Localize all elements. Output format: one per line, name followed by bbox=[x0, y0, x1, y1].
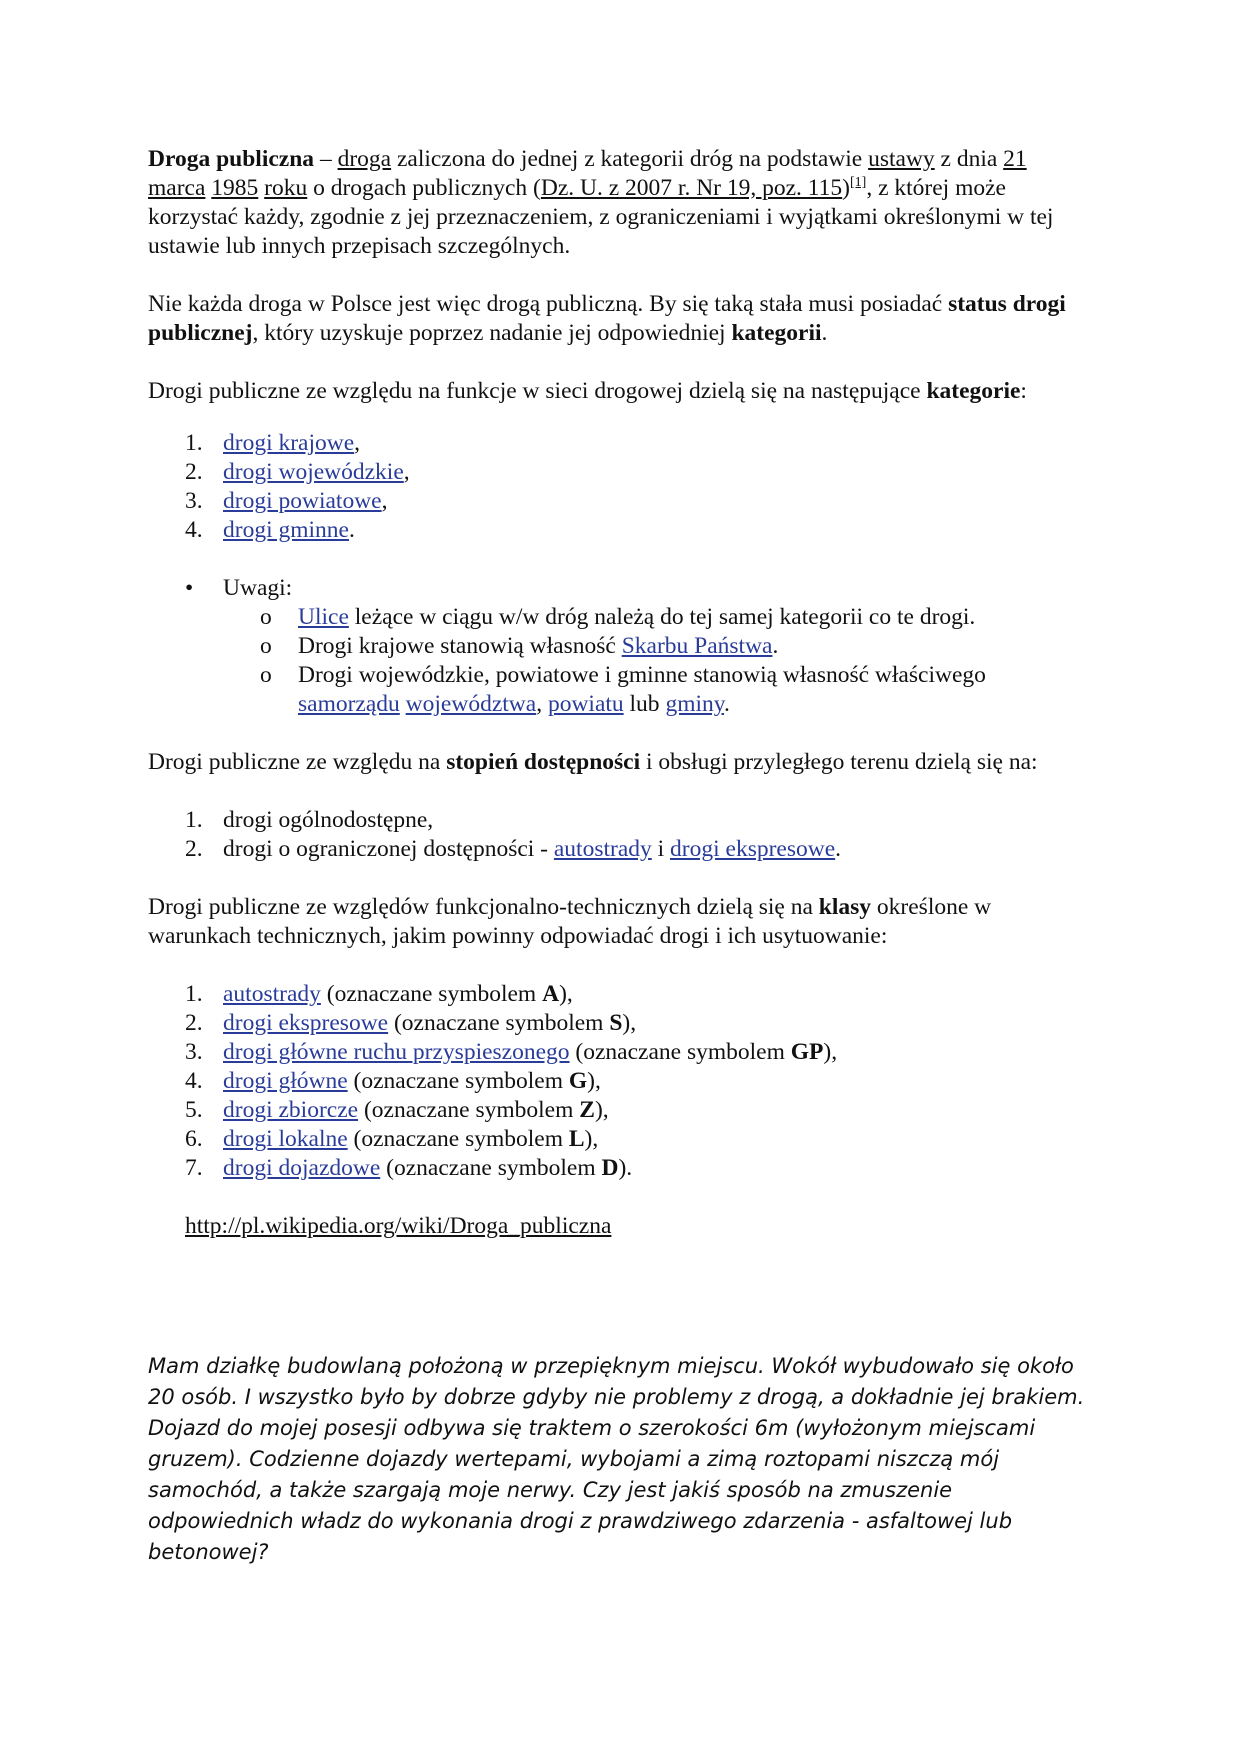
list-item: drogi wojewódzkie, bbox=[223, 459, 410, 485]
notes-list bbox=[148, 574, 1088, 719]
categories-list bbox=[148, 429, 1088, 545]
link-class-glowne-ruchu[interactable]: drogi główne ruchu przyspieszonego bbox=[223, 1039, 570, 1065]
link-class-dojazdowe[interactable]: drogi dojazdowe bbox=[223, 1155, 381, 1181]
notes-sublist bbox=[223, 603, 1088, 719]
list-item: o Ulice leżące w ciągu w/w dróg należą do tej samej kategorii co te drogi. bbox=[298, 603, 1088, 632]
list-item: drogi o ograniczonej dostępności - autostrady i drogi ekspresowe. bbox=[223, 836, 842, 862]
list-item: drogi dojazdowe (oznaczane symbolem D). bbox=[223, 1155, 633, 1181]
categories-paragraph: Drogi publiczne ze względu na funkcje w sieci drogowej dzielą się na następujące kategorie: bbox=[148, 378, 1027, 404]
link-drogi-krajowe[interactable]: drogi krajowe bbox=[223, 430, 355, 456]
link-skarbu-panstwa[interactable]: Skarbu Państwa bbox=[621, 633, 773, 659]
list-item: drogi główne (oznaczane symbolem G), bbox=[223, 1068, 601, 1094]
list-item: drogi ekspresowe (oznaczane symbolem S), bbox=[223, 1010, 637, 1036]
link-class-autostrady[interactable]: autostrady bbox=[223, 981, 321, 1007]
list-item: o Drogi krajowe stanowią własność Skarbu Państwa. bbox=[298, 632, 1088, 661]
list-item: drogi zbiorcze (oznaczane symbolem Z), bbox=[223, 1097, 609, 1123]
list-item: drogi ogólnodostępne, bbox=[223, 807, 434, 833]
link-autostrady[interactable]: autostrady bbox=[553, 836, 652, 862]
access-list bbox=[148, 806, 1088, 864]
link-drogi-powiatowe[interactable]: drogi powiatowe bbox=[223, 488, 382, 514]
list-item: drogi gminne. bbox=[223, 517, 355, 543]
term-heading: Droga publiczna bbox=[148, 146, 315, 172]
link-class-zbiorcze[interactable]: drogi zbiorcze bbox=[223, 1097, 359, 1123]
list-item: autostrady (oznaczane symbolem A), bbox=[223, 981, 573, 1007]
link-class-glowne[interactable]: drogi główne bbox=[223, 1068, 348, 1094]
classes-paragraph: Drogi publiczne ze względów funkcjonalno-technicznych dzielą się na klasy określone w warunkach technicznych, jakim powinny odpowiadać drogi i ich usytuowanie: bbox=[148, 894, 992, 949]
source-url-link[interactable]: http://pl.wikipedia.org/wiki/Droga_publiczna bbox=[185, 1213, 612, 1239]
link-year[interactable]: 1985 bbox=[211, 175, 259, 201]
list-item: o Drogi wojewódzkie, powiatowe i gminne stanowią własność właściwego samorządu województwa, powiatu lub gminy. bbox=[298, 661, 1088, 719]
list-item: drogi lokalne (oznaczane symbolem L), bbox=[223, 1126, 599, 1152]
link-roku[interactable]: roku bbox=[264, 175, 308, 201]
status-paragraph: Nie każda droga w Polsce jest więc drogą publiczną. By się taką stała musi posiadać status drogi publicznej, który uzyskuje poprzez nadanie jej odpowiedniej kategorii. bbox=[148, 291, 1066, 346]
classes-list bbox=[148, 980, 1088, 1183]
link-ustawy[interactable]: ustawy bbox=[868, 146, 935, 172]
link-gminy[interactable]: gminy bbox=[665, 691, 724, 717]
link-class-lokalne[interactable]: drogi lokalne bbox=[223, 1126, 348, 1152]
link-dziennik-ustaw[interactable]: Dz. U. z 2007 r. Nr 19, poz. 115 bbox=[540, 175, 843, 201]
list-item: drogi główne ruchu przyspieszonego (oznaczane symbolem GP), bbox=[223, 1039, 838, 1065]
link-drogi-wojewodzkie[interactable]: drogi wojewódzkie bbox=[223, 459, 404, 485]
link-droga[interactable]: droga bbox=[337, 146, 392, 172]
list-item: • Uwagi: o Ulice leżące w ciągu w/w dróg należą do tej samej kategorii co te drogi. o Drogi krajowe stanowią własność Skarbu Państwa. o Drogi wojewódzkie, powiatowe i gminne stanowią własność właściwego samorządu województwa, powiatu lub gminy. bbox=[223, 574, 1088, 719]
question-paragraph: Mam działkę budowlaną położoną w przepięknym miejscu. Wokół wybudowało się około 20 osób. I wszystko było by dobrze gdyby nie problemy z drogą, a dokładnie jej brakiem. Dojazd do mojej posesji odbywa się traktem o szerokości 6m (wyłożonym miejscami gruzem). Codzienne dojazdy wertepami, wybojami a zimą roztopami niszczą mój samochód, a także szargają moje nerwy. Czy jest jakiś sposób na zmuszenie odpowiednich władz do wykonania drogi z prawdziwego zdarzenia - asfaltowej lub betonowej? bbox=[148, 1354, 1085, 1564]
link-wojewodztwa[interactable]: województwa bbox=[405, 691, 537, 717]
link-drogi-gminne[interactable]: drogi gminne bbox=[223, 517, 349, 543]
list-item: drogi krajowe, bbox=[223, 430, 361, 456]
source-paragraph bbox=[185, 1212, 1088, 1241]
link-ulice[interactable]: Ulice bbox=[298, 604, 349, 630]
link-date[interactable]: 21 marca bbox=[148, 146, 1027, 201]
access-paragraph: Drogi publiczne ze względu na stopień dostępności i obsługi przyległego terenu dzielą się na: bbox=[148, 749, 1038, 775]
document-body bbox=[148, 145, 1088, 1568]
footnote-link[interactable]: [1] bbox=[850, 175, 867, 190]
link-powiatu[interactable]: powiatu bbox=[547, 691, 624, 717]
link-samorzadu[interactable]: samorządu bbox=[298, 691, 400, 717]
link-drogi-ekspresowe[interactable]: drogi ekspresowe bbox=[670, 836, 836, 862]
list-item: drogi powiatowe, bbox=[223, 488, 388, 514]
intro-paragraph: Droga publiczna – droga zaliczona do jednej z kategorii dróg na podstawie ustawy z dnia 21 marca 1985 roku o drogach publicznych (Dz. U. z 2007 r. Nr 19, poz. 115)[1], z której może korzystać każdy, zgodnie z jej przeznaczeniem, z ograniczeniami i wyjątkami określonymi w tej ustawie lub innych przepisach szczególnych. bbox=[148, 146, 1054, 259]
link-class-ekspresowe[interactable]: drogi ekspresowe bbox=[223, 1010, 389, 1036]
